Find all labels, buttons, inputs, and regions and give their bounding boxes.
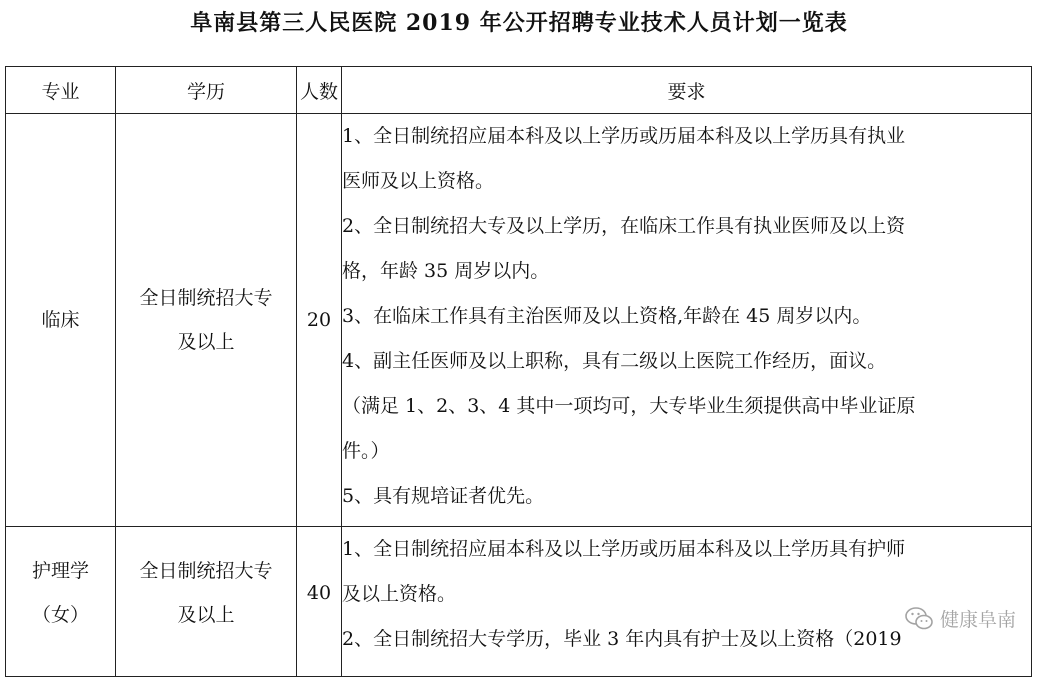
count-cell: 20 bbox=[297, 114, 342, 527]
requirement-line: 2、全日制统招大专学历，毕业 3 年内具有护士及以上资格（2019 bbox=[342, 628, 902, 650]
requirement-line: 2、全日制统招大专及以上学历，在临床工作具有执业医师及以上资 bbox=[342, 215, 906, 237]
requirement-line: 4、副主任医师及以上职称，具有二级以上医院工作经历，面议。 bbox=[342, 350, 887, 372]
table-row bbox=[6, 114, 1032, 527]
education-line: 及以上 bbox=[177, 331, 235, 353]
watermark bbox=[904, 605, 1016, 632]
major-line: （女） bbox=[31, 604, 89, 626]
major-cell bbox=[6, 527, 116, 677]
header-count: 人数 bbox=[297, 67, 342, 114]
education-line: 全日制统招大专 bbox=[139, 287, 273, 309]
requirement-line: 格，年龄 35 周岁以内。 bbox=[342, 260, 550, 282]
education-line: 及以上 bbox=[177, 604, 235, 626]
requirements-cell bbox=[342, 527, 1032, 677]
requirement-line: 及以上资格。 bbox=[342, 583, 457, 605]
requirement-line: （满足 1、2、3、4 其中一项均可，大专毕业生须提供高中毕业证原 bbox=[342, 395, 916, 417]
table-row bbox=[6, 527, 1032, 677]
header-major: 专业 bbox=[6, 67, 116, 114]
page-title: 阜南县第三人民医院 2019 年公开招聘专业技术人员计划一览表 bbox=[190, 10, 848, 36]
watermark-text: 健康阜南 bbox=[939, 609, 1016, 631]
education-line: 全日制统招大专 bbox=[139, 560, 273, 582]
major-cell bbox=[6, 114, 116, 527]
requirement-line: 件。） bbox=[342, 440, 390, 462]
requirement-line: 1、全日制统招应届本科及以上学历或历届本科及以上学历具有护师 bbox=[342, 538, 906, 560]
requirement-line: 医师及以上资格。 bbox=[342, 170, 495, 192]
major-line: 护理学 bbox=[31, 560, 89, 582]
recruitment-table bbox=[5, 66, 1032, 677]
requirements-cell bbox=[342, 114, 1032, 527]
requirement-line: 1、全日制统招应届本科及以上学历或历届本科及以上学历具有执业 bbox=[342, 125, 906, 147]
major-line: 临床 bbox=[41, 309, 80, 331]
education-cell bbox=[116, 527, 297, 677]
header-requirements: 要求 bbox=[342, 67, 1032, 114]
count-cell: 40 bbox=[297, 527, 342, 677]
education-cell bbox=[116, 114, 297, 527]
requirement-line: 5、具有规培证者优先。 bbox=[342, 485, 545, 507]
header-education: 学历 bbox=[116, 67, 297, 114]
requirement-line: 3、在临床工作具有主治医师及以上资格,年龄在 45 周岁以内。 bbox=[342, 305, 872, 327]
table-header-row bbox=[6, 67, 1032, 114]
wechat-icon bbox=[904, 606, 934, 632]
